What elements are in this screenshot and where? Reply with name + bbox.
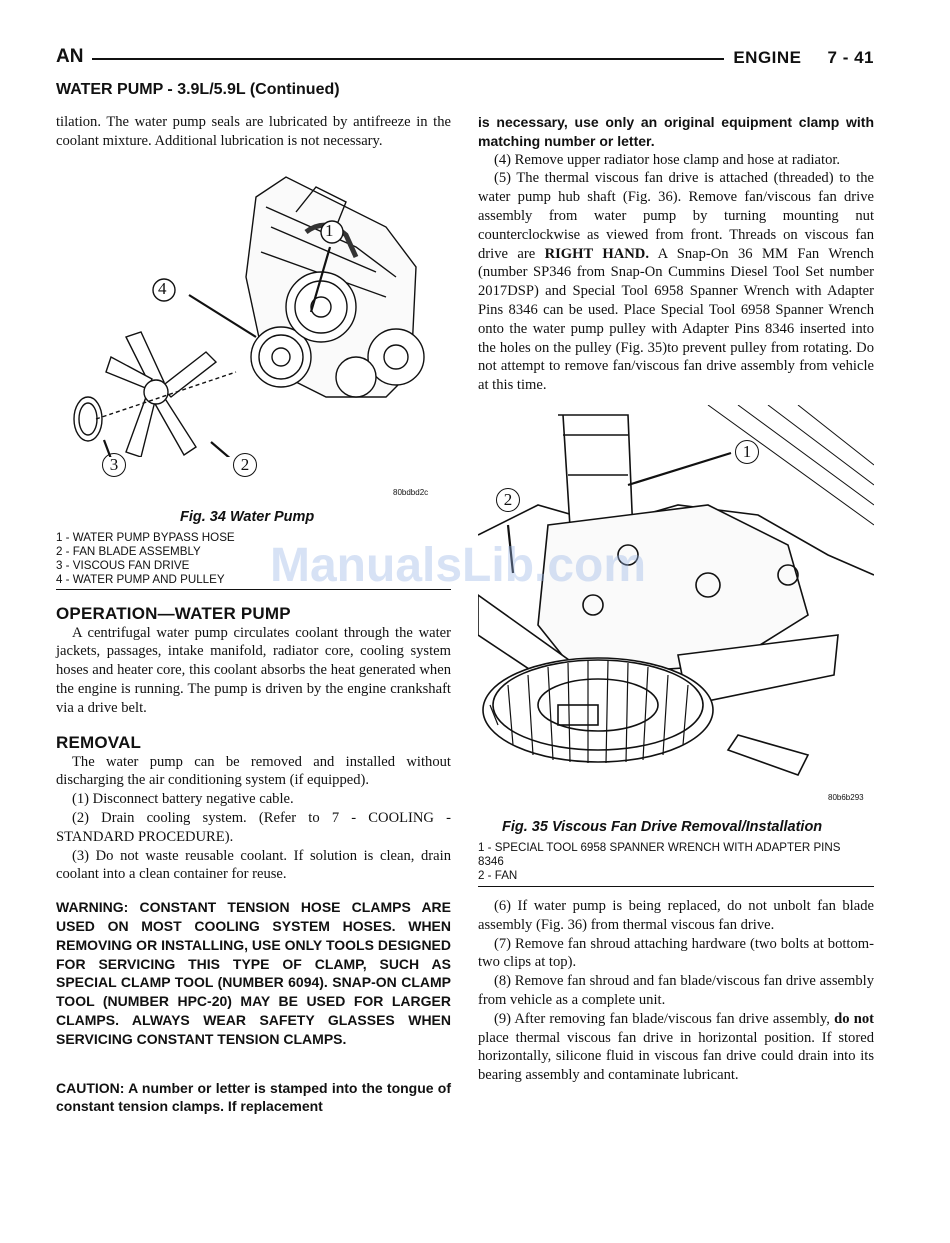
- legend-item: 1 - WATER PUMP BYPASS HOSE: [56, 530, 235, 544]
- figure-35-legend: [478, 841, 874, 887]
- step-1: (1) Disconnect battery negative cable.: [72, 791, 294, 808]
- callout-1-label: 1: [742, 441, 752, 461]
- section-title: WATER PUMP - 3.9L/5.9L (Continued): [56, 81, 340, 98]
- callout-2-fig34: [233, 453, 257, 477]
- step-5-text-a: (5) The thermal viscous fan drive is attached (threaded) to the water pump hub shaft (Fig. 36). Remove fan/viscous fan drive assembly from water pump by turning mounting nut counterclockwise as viewed from front. Threads on viscous fan drive are: [478, 170, 874, 262]
- callout-2-label: 2: [503, 489, 513, 509]
- legend-item: 3 - VISCOUS FAN DRIVE: [56, 558, 190, 572]
- header-page-number: 7 - 41: [827, 48, 874, 67]
- callout-3-label: 3: [109, 454, 119, 474]
- left-column: [56, 113, 451, 1116]
- step-9-text-b: place thermal viscous fan drive in horizontal position. If stored horizontally, silicone fluid in viscous fan drive could drain into its bearing assembly and contaminate lubricant.: [478, 1029, 874, 1084]
- step-4: (4) Remove upper radiator hose clamp and hose at radiator.: [494, 151, 841, 168]
- callout-1-fig35: [735, 440, 759, 464]
- warning-block: WARNING: CONSTANT TENSION HOSE CLAMPS ARE USED ON MOST COOLING SYSTEM HOSES. WHEN REMOVING OR INSTALLING, USE ONLY TOOLS DESIGNED FOR SERVICING THIS TYPE OF CLAMP, SUCH AS SPECIAL CLAMP TOOL (NUMBER 6094). SNAP-ON CLAMP TOOL (NUMBER HPC-20) MAY BE USED FOR LARGER CLAMPS. ALWAYS WEAR SAFETY GLASSES WHEN SERVICING CONSTANT TENSION CLAMPS.: [56, 899, 451, 1047]
- watermark: ManualsLib.com: [270, 539, 647, 592]
- page-header: [56, 46, 874, 72]
- figure-34-caption: Fig. 34 Water Pump: [180, 508, 315, 525]
- legend-item: 4 - WATER PUMP AND PULLEY: [56, 572, 225, 586]
- caution-continued: is necessary, use only an original equipment clamp with matching number or letter.: [478, 114, 874, 149]
- removal-heading: REMOVAL: [56, 732, 142, 752]
- legend-item: 2 - FAN: [478, 868, 518, 882]
- water-pump-illustration: [56, 157, 451, 457]
- step-9-text-a: (9) After removing fan blade/viscous fan drive assembly,: [494, 1010, 835, 1027]
- caution-block: CAUTION: A number or letter is stamped into the tongue of constant tension clamps. If replacement: [56, 1079, 451, 1115]
- step-9: [478, 1010, 874, 1085]
- figure-35: [478, 405, 874, 805]
- operation-paragraph: A centrifugal water pump circulates coolant through the water jackets, passages, intake manifold, radiator core, cooling system hoses and heater core, this coolant absorbs the heat generated when the engine is running. The pump is driven by the engine crankshaft via a drive belt.: [56, 624, 451, 716]
- step-3: (3) Do not waste reusable coolant. If solution is clean, drain coolant into a clean container for reuse.: [56, 847, 451, 883]
- step-6: (6) If water pump is being replaced, do not unbolt fan blade assembly (Fig. 36) from thermal viscous fan drive.: [478, 897, 874, 933]
- callout-2-fig35: [496, 488, 520, 512]
- figure-34-legend: [56, 531, 451, 590]
- fan-drive-illustration: [478, 405, 874, 805]
- right-column: [478, 113, 874, 1085]
- header-page-info: [733, 48, 874, 68]
- callout-3-fig34: [102, 453, 126, 477]
- step-5-text-b: A Snap-On 36 MM Fan Wrench (number SP346 from Snap-On Cummins Diesel Tool Set number 2017DSP) and Special Tool 6958 Spanner Wrench with Adapter Pins 8346 can be used. Place Special Tool 6958 Spanner Wrench onto the water pump pulley with Adapter Pins 8346 inserted into the holes on the pulley (Fig. 35)to prevent pulley from rotating. Do not attempt to remove fan/viscous fan drive assembly from vehicle at this time.: [478, 245, 874, 394]
- header-section: ENGINE: [733, 48, 802, 67]
- step-7: (7) Remove fan shroud attaching hardware (two bolts at bottom-two clips at top).: [478, 935, 874, 971]
- intro-paragraph: tilation. The water pump seals are lubricated by antifreeze in the coolant mixture. Additional lubrication is not necessary.: [56, 114, 451, 149]
- header-rule: [92, 58, 724, 60]
- figure-35-code: 80b6b293: [828, 792, 864, 802]
- callout-1-fig34: 1: [325, 220, 334, 240]
- figure-35-caption: Fig. 35 Viscous Fan Drive Removal/Installation: [502, 818, 823, 835]
- step-2: (2) Drain cooling system. (Refer to 7 - COOLING - STANDARD PROCEDURE).: [56, 809, 451, 845]
- legend-item: 1 - SPECIAL TOOL 6958 SPANNER WRENCH WITH ADAPTER PINS 8346: [478, 840, 841, 868]
- callout-2-label: 2: [240, 454, 250, 474]
- step-8: (8) Remove fan shroud and fan blade/viscous fan drive assembly from vehicle as a complete unit.: [478, 973, 874, 1008]
- header-model-code: AN: [56, 46, 84, 67]
- step-5-bold: RIGHT HAND.: [544, 245, 649, 262]
- legend-item: 2 - FAN BLADE ASSEMBLY: [56, 544, 201, 558]
- step-5: [478, 169, 874, 395]
- operation-heading: OPERATION—WATER PUMP: [56, 603, 291, 623]
- step-9-bold: do not: [834, 1010, 874, 1027]
- callout-4-fig34: 4: [158, 278, 167, 298]
- figure-34: [56, 157, 451, 497]
- removal-intro: The water pump can be removed and installed without discharging the air conditioning system (if equipped).: [56, 753, 451, 789]
- figure-34-code: 80bdbd2c: [393, 487, 429, 497]
